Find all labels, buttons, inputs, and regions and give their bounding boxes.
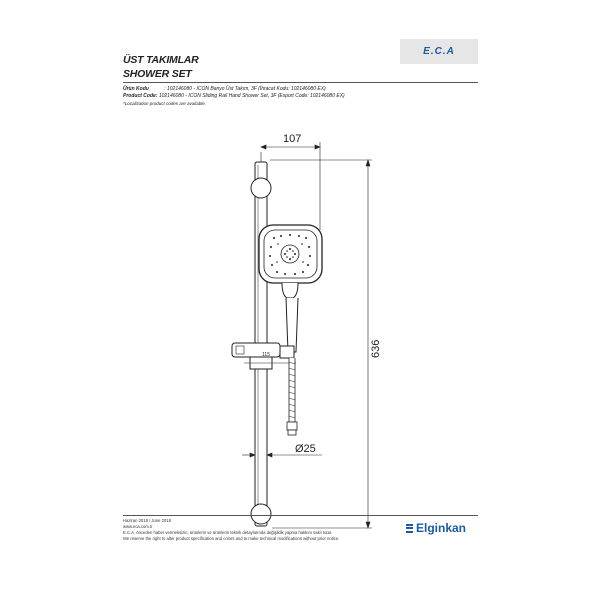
elginkan-logo-text: Elginkan xyxy=(416,521,467,535)
footer-date: Haziran 2018 / June 2018 xyxy=(123,518,171,523)
product-code-en-text: 102146080 - ICON Sliding Rail Hand Shower Set, 3F (Export Code: 102146080 EX) xyxy=(158,93,345,99)
hand-shower-head xyxy=(259,225,322,298)
shower-handle xyxy=(286,298,298,352)
localization-note: *Localization product codes are available. xyxy=(123,101,207,106)
dim-height-label: 636 xyxy=(370,339,382,358)
top-wall-bracket xyxy=(251,178,271,198)
product-code-tr-label: Ürün Kodu xyxy=(123,86,149,92)
footer-website[interactable]: www.eca.com.tr xyxy=(123,524,153,529)
product-code-en-label: Product Code: xyxy=(123,93,158,99)
shower-hose xyxy=(287,358,297,435)
dim-width-label: 107 xyxy=(283,133,302,145)
elginkan-mark-icon xyxy=(406,522,413,534)
bottom-wall-bracket xyxy=(251,504,271,524)
title-english: SHOWER SET xyxy=(123,68,192,80)
height-dimension xyxy=(270,160,372,528)
eca-logo-text: E.C.A xyxy=(423,46,455,57)
elginkan-logo xyxy=(406,521,466,535)
footer-disclaimer-tr: E.C.A. önceden haber vermeksizin, ürünlerin ve ürünlerin teknik detaylarında değişiklik yapma hakkını saklı tutar. xyxy=(123,530,333,535)
dim-diameter-label: Ø25 xyxy=(295,443,316,455)
product-code-tr-text: : 102146080 - ICON Banyo Üst Takım, 3F (İhracat Kodu: 102146080 EX) xyxy=(164,86,326,92)
footer-disclaimer-en: We reserve the right to alter product specification and colors and to make technical modifications without prior notice. xyxy=(123,536,340,541)
title-turkish: ÜST TAKIMLAR xyxy=(123,54,199,66)
dim-holder-label: 115 xyxy=(262,352,270,358)
footer-divider xyxy=(123,515,478,516)
